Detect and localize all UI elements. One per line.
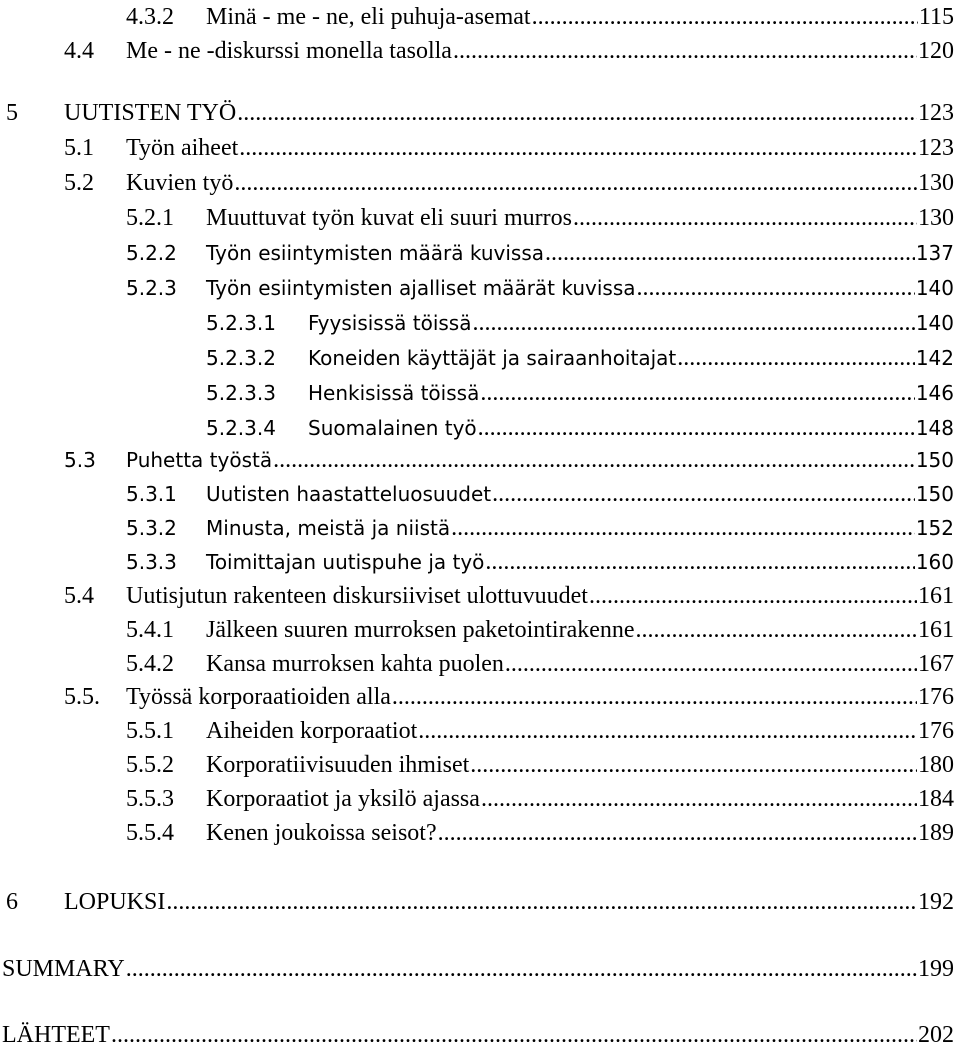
toc-entry-title: Jälkeen suuren murroksen paketointirakenne <box>206 617 635 643</box>
toc-entry-title: Korporatiivisuuden ihmiset <box>206 752 470 778</box>
toc-dot-leader <box>470 748 917 782</box>
toc-entry[interactable] <box>206 341 954 375</box>
toc-entry-page-number: 140 <box>915 311 954 335</box>
toc-entry-title: Koneiden käyttäjät ja sairaanhoitajat <box>308 346 677 370</box>
toc-entry-number: 5.2 <box>64 170 94 196</box>
toc-entry-page-number: 180 <box>918 752 954 778</box>
toc-dot-leader <box>273 443 915 477</box>
toc-entry-title: UUTISTEN TYÖ <box>64 100 237 126</box>
toc-entry-number: 5.5.3 <box>126 786 174 812</box>
toc-entry[interactable] <box>126 511 954 545</box>
toc-entry-number: 5.5. <box>64 684 100 710</box>
toc-entry-title: Työn esiintymisten ajalliset määrät kuvissa <box>206 276 636 300</box>
toc-entry[interactable] <box>206 376 954 410</box>
toc-entry-title: Fyysisissä töissä <box>308 311 472 335</box>
toc-entry-page-number: 123 <box>918 135 954 161</box>
toc-entry[interactable] <box>126 613 954 647</box>
toc-dot-leader <box>485 545 914 579</box>
toc-entry[interactable] <box>126 236 954 270</box>
toc-entry-page-number: 137 <box>915 241 954 265</box>
toc-entry-page-number: 146 <box>915 381 954 405</box>
toc-entry[interactable] <box>126 816 954 850</box>
toc-entry-title: Työssä korporaatioiden alla <box>126 684 391 710</box>
toc-dot-leader <box>418 714 917 748</box>
toc-entry-title: Työn aiheet <box>126 135 239 161</box>
toc-dot-leader <box>392 680 917 714</box>
toc-entry-title: Toimittajan uutispuhe ja työ <box>206 550 485 574</box>
toc-entry-number: 4.3.2 <box>126 4 174 30</box>
toc-entry-number: 4.4 <box>64 38 94 64</box>
toc-entry-number: 5.4.1 <box>126 617 174 643</box>
toc-entry-number: 5.1 <box>64 135 94 161</box>
toc-entry-number: 5.2.3.4 <box>206 416 276 440</box>
toc-entry[interactable] <box>126 782 954 816</box>
toc-dot-leader <box>636 613 917 647</box>
toc-entry-number: 5.2.2 <box>126 241 177 265</box>
toc-dot-leader <box>573 201 917 235</box>
toc-entry-number: 5.2.1 <box>126 205 174 231</box>
toc-entry-title: Uutisjutun rakenteen diskursiiviset ulottuvuudet <box>126 583 588 609</box>
toc-entry-number: 5.2.3 <box>126 276 177 300</box>
toc-entry[interactable] <box>126 647 954 681</box>
toc-entry-number: 5.4 <box>64 583 94 609</box>
toc-dot-leader <box>545 236 915 270</box>
toc-entry[interactable] <box>2 952 954 986</box>
toc-entry-title: LÄHTEET <box>2 1022 110 1048</box>
toc-dot-leader <box>480 376 914 410</box>
toc-entry[interactable] <box>64 680 954 714</box>
toc-entry-number: 5.2.3.1 <box>206 311 276 335</box>
toc-entry-number: 5.3.1 <box>126 482 177 506</box>
toc-entry-page-number: 148 <box>915 416 954 440</box>
toc-entry-page-number: 161 <box>918 617 954 643</box>
toc-entry-number: 5.3.2 <box>126 516 177 540</box>
toc-dot-leader <box>237 96 917 130</box>
toc-entry-number: 5.5.4 <box>126 820 174 846</box>
toc-entry-page-number: 176 <box>918 684 954 710</box>
toc-entry[interactable] <box>64 34 954 68</box>
toc-entry-title: SUMMARY <box>2 956 125 982</box>
toc-entry[interactable] <box>64 443 954 477</box>
toc-entry-title: Puhetta työstä <box>126 448 273 472</box>
toc-dot-leader <box>589 579 917 613</box>
toc-entry-title: Me - ne -diskurssi monella tasolla <box>126 38 452 64</box>
toc-entry-title: Kansa murroksen kahta puolen <box>206 651 504 677</box>
toc-entry[interactable] <box>126 748 954 782</box>
toc-entry-number: 5.2.3.3 <box>206 381 276 405</box>
toc-entry[interactable] <box>126 714 954 748</box>
toc-entry-page-number: 130 <box>918 170 954 196</box>
toc-entry-title: Työn esiintymisten määrä kuvissa <box>206 241 544 265</box>
toc-entry-title: Henkisissä töissä <box>308 381 480 405</box>
toc-entry-number: 5.3 <box>64 448 96 472</box>
toc-dot-leader <box>472 306 914 340</box>
toc-dot-leader <box>239 131 917 165</box>
toc-entry-title: Minusta, meistä ja niistä <box>206 516 451 540</box>
toc-dot-leader <box>453 34 917 68</box>
toc-dot-leader <box>451 511 915 545</box>
toc-entry-title: Minä - me - ne, eli puhuja-asemat <box>206 4 531 30</box>
toc-entry-page-number: 115 <box>918 4 954 30</box>
toc-entry[interactable] <box>126 271 954 305</box>
toc-entry-title: Suomalainen työ <box>308 416 477 440</box>
toc-entry-page-number: 202 <box>918 1022 954 1048</box>
toc-entry-page-number: 161 <box>918 583 954 609</box>
toc-dot-leader <box>166 885 917 919</box>
toc-entry-page-number: 123 <box>918 100 954 126</box>
toc-dot-leader <box>532 0 918 34</box>
toc-entry[interactable] <box>64 166 954 200</box>
toc-entry[interactable] <box>126 545 954 579</box>
toc-dot-leader <box>111 1018 917 1052</box>
toc-entry-number: 6 <box>6 889 18 915</box>
toc-entry-title: Kuvien työ <box>126 170 234 196</box>
toc-entry-number: 5.5.2 <box>126 752 174 778</box>
toc-entry[interactable] <box>126 477 954 511</box>
toc-entry-title: Korporaatiot ja yksilö ajassa <box>206 786 480 812</box>
toc-entry-page-number: 130 <box>918 205 954 231</box>
toc-entry[interactable] <box>126 0 954 34</box>
toc-dot-leader <box>492 477 915 511</box>
toc-entry-page-number: 150 <box>915 448 954 472</box>
toc-entry-number: 5.3.3 <box>126 550 177 574</box>
toc-entry-page-number: 150 <box>915 482 954 506</box>
toc-dot-leader <box>677 341 915 375</box>
toc-entry-page-number: 160 <box>915 550 954 574</box>
toc-entry-page-number: 199 <box>918 956 954 982</box>
toc-entry[interactable] <box>64 579 954 613</box>
toc-entry-page-number: 167 <box>918 651 954 677</box>
toc-entry-page-number: 140 <box>915 276 954 300</box>
toc-entry-title: Aiheiden korporaatiot <box>206 718 418 744</box>
toc-entry-title: Uutisten haastatteluosuudet <box>206 482 492 506</box>
toc-entry[interactable] <box>126 201 954 235</box>
toc-entry-page-number: 184 <box>918 786 954 812</box>
toc-dot-leader <box>478 411 915 445</box>
toc-dot-leader <box>438 816 917 850</box>
toc-entry-page-number: 142 <box>915 346 954 370</box>
toc-entry[interactable] <box>206 306 954 340</box>
toc-entry-number: 5 <box>6 100 18 126</box>
toc-entry-number: 5.2.3.2 <box>206 346 276 370</box>
toc-entry-page-number: 192 <box>918 889 954 915</box>
toc-entry-page-number: 176 <box>918 718 954 744</box>
toc-entry[interactable] <box>64 131 954 165</box>
toc-entry-title: LOPUKSI <box>64 889 166 915</box>
toc-dot-leader <box>126 952 917 986</box>
toc-entry-number: 5.4.2 <box>126 651 174 677</box>
toc-entry[interactable] <box>2 1018 954 1052</box>
toc-entry-title: Muuttuvat työn kuvat eli suuri murros <box>206 205 572 231</box>
toc-entry[interactable] <box>206 411 954 445</box>
toc-entry-number: 5.5.1 <box>126 718 174 744</box>
toc-dot-leader <box>505 647 917 681</box>
toc-entry-title: Kenen joukoissa seisot? <box>206 820 437 846</box>
toc-dot-leader <box>234 166 917 200</box>
toc-entry[interactable] <box>6 885 954 919</box>
toc-entry-page-number: 152 <box>915 516 954 540</box>
toc-dot-leader <box>637 271 915 305</box>
toc-entry[interactable] <box>6 96 954 130</box>
toc-dot-leader <box>481 782 917 816</box>
toc-entry-page-number: 189 <box>918 820 954 846</box>
toc-entry-page-number: 120 <box>918 38 954 64</box>
